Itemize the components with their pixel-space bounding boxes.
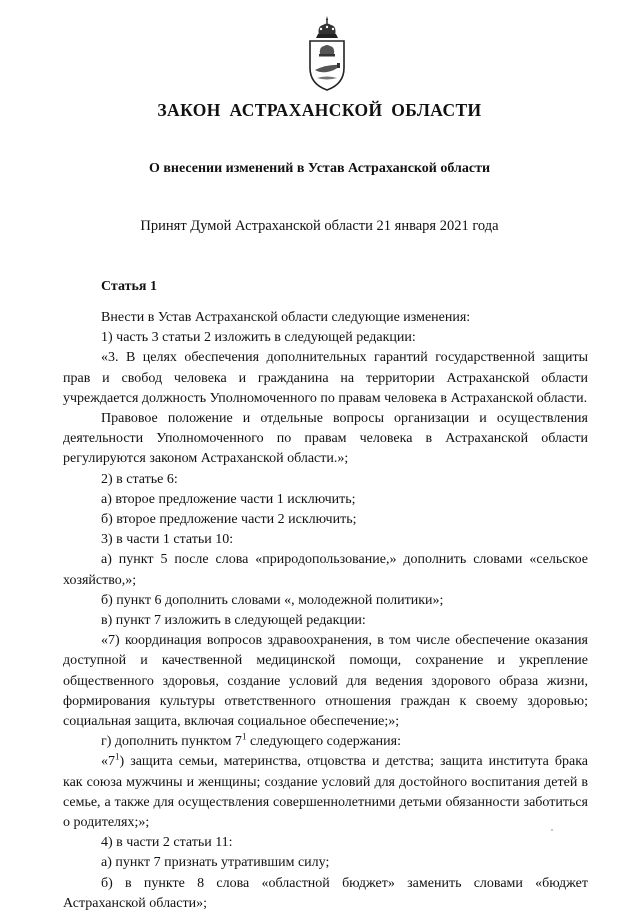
paragraph: в) пункт 7 изложить в следующей редакции: [101, 613, 366, 629]
paragraph [63, 732, 588, 752]
superscript: 1 [115, 751, 120, 762]
paragraph: б) в пункте 8 слова «областной бюджет» заменить словами «бюджет Астраханской области»; [63, 875, 588, 911]
paragraph: 4) в части 2 статьи 11: [101, 835, 233, 851]
paragraph: а) пункт 5 после слова «природопользование,» дополнить словами «сельское хозяйство,»; [63, 552, 588, 588]
paragraph: 3) в части 1 статьи 10: [101, 532, 234, 548]
article-heading: Статья 1 [101, 279, 157, 294]
adoption-line: Принят Думой Астраханской области 21 января 2021 года [140, 218, 499, 234]
document-title: ЗАКОН АСТРАХАНСКОЙ ОБЛАСТИ [157, 100, 482, 120]
paragraph-text: следующего содержания: [246, 734, 401, 750]
paragraph: 1) часть 3 статьи 2 изложить в следующей редакции: [101, 330, 416, 346]
paragraph: а) второе предложение части 1 исключить; [101, 491, 356, 507]
paragraph: б) второе предложение части 2 исключить; [101, 512, 357, 528]
paragraph: 2) в статье 6: [101, 471, 178, 487]
paragraph-text: «7 [101, 754, 115, 770]
paragraph: Правовое положение и отдельные вопросы организации и осуществления деятельности Уполномоченного по правам человека в Астраханской области регулируются законом Астраханской области.»; [63, 411, 588, 467]
paragraph: «3. В целях обеспечения дополнительных гарантий государственной защиты прав и свобод человека и гражданина на территории Астраханской области учреждается должность Уполномоченного по правам человека в Астраханской области. [63, 350, 588, 406]
paragraph-text: ) защита семьи, материнства, отцовства и детства; защита института брака как союза мужчины и женщины; создание условий для достойного воспитания детей в семье, а также для осуществления совершеннолетними детьми обязанности заботиться о родителях;»; [63, 754, 588, 831]
paragraph: а) пункт 7 признать утратившим силу; [101, 855, 330, 871]
document-subtitle: О внесении изменений в Устав Астраханской области [148, 161, 491, 176]
scan-speck [551, 829, 553, 831]
superscript: 1 [241, 731, 247, 742]
astrakhan-coat-of-arms-icon [299, 14, 355, 92]
paragraph: Внести в Устав Астраханской области следующие изменения: [101, 310, 471, 325]
paragraph: б) пункт 6 дополнить словами «, молодежной политики»; [101, 592, 444, 608]
paragraph [63, 752, 588, 833]
paragraph-text: г) дополнить пунктом 7 [101, 734, 242, 750]
paragraph: «7) координация вопросов здравоохранения, в том числе обеспечение оказания доступной и качественной медицинской помощи, сохранение и укрепление общественного здоровья, создание условий для ведения здорового образа жизни, формирования культуры ответственного отношения граждан к своему здоровью; социальная защита, включая социальное обеспечение;»; [63, 633, 588, 730]
article-body [63, 308, 588, 914]
